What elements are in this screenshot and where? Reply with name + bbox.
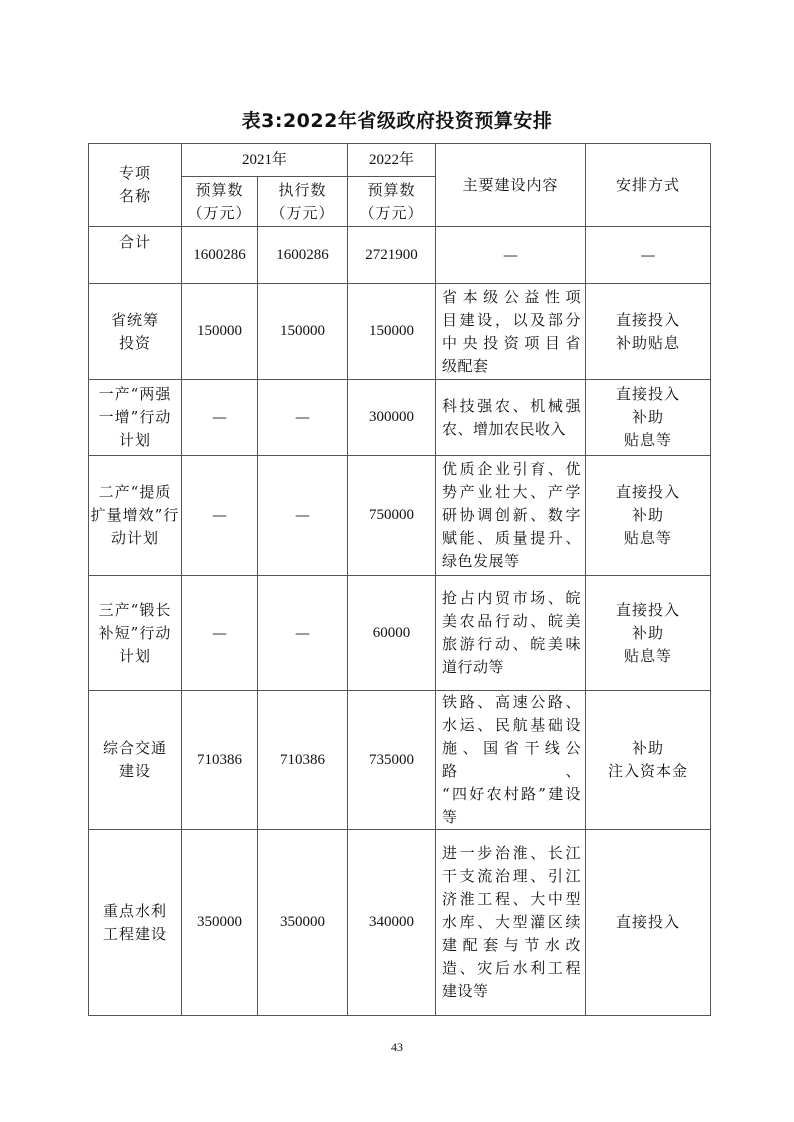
content-line: 科技强农、机械强 (442, 396, 582, 415)
row-exec-2021: 150000 (258, 284, 348, 380)
row-method: 补助 注入资本金 (586, 691, 711, 830)
content-line: 旅游行动、皖美味 (442, 635, 582, 653)
row-budget-2022: 60000 (348, 576, 436, 691)
row-content (436, 691, 586, 830)
row-project-name: 综合交通 建设 (89, 691, 182, 830)
content-line: 进一步治淮、长江 (442, 844, 582, 862)
header-exec-2021-label: 执行数 (278, 180, 327, 199)
row-budget-2021: — (182, 576, 258, 691)
content-line: 美农品行动、皖美 (442, 612, 582, 630)
row-content (436, 227, 586, 284)
content-line: 研协调创新、数字 (442, 506, 582, 524)
row-content (436, 830, 586, 1016)
header-budget-2021-label: 预算数 (195, 180, 244, 199)
content-line: 济淮工程、大中型 (442, 890, 582, 908)
header-year-2021: 2021年 (182, 144, 348, 177)
table-title: 表3:2022年省级政府投资预算安排 (241, 110, 553, 132)
row-content (436, 576, 586, 691)
header-budget-2021-unit: （万元） (187, 203, 252, 222)
content-line: 中央投资项目省 (442, 333, 582, 352)
row-exec-2021: 1600286 (258, 227, 348, 284)
budget-table (88, 143, 711, 1016)
content-line: 绿色发展等 (442, 552, 520, 570)
header-content: 主要建设内容 (436, 144, 586, 227)
row-budget-2021: 710386 (182, 691, 258, 830)
header-project-name: 专项 名称 (89, 144, 182, 227)
row-content (436, 380, 586, 456)
row-budget-2021: 1600286 (182, 227, 258, 284)
header-year-2022: 2022年 (348, 144, 436, 177)
content-line: 势产业壮大、产学 (442, 483, 582, 501)
content-line: 省本级公益性项 (442, 287, 582, 306)
content-line: 干支流治理、引江 (442, 867, 582, 885)
row-exec-2021: — (258, 576, 348, 691)
content-line: 优质企业引育、优 (442, 460, 582, 478)
table-row (89, 284, 711, 380)
row-budget-2021: 350000 (182, 830, 258, 1016)
header-exec-2021 (258, 177, 348, 227)
row-budget-2021: 150000 (182, 284, 258, 380)
row-method: 直接投入 补助 贴息等 (586, 456, 711, 576)
row-exec-2021: 350000 (258, 830, 348, 1016)
table-row (89, 456, 711, 576)
row-project-name: 省统筹 投资 (89, 284, 182, 380)
page-number: 43 (391, 1040, 403, 1054)
row-budget-2022: 2721900 (348, 227, 436, 284)
content-line: 水运、民航基础设 (442, 716, 582, 734)
row-content (436, 284, 586, 380)
table-row (89, 830, 711, 1016)
row-exec-2021: — (258, 456, 348, 576)
row-budget-2021: — (182, 456, 258, 576)
row-budget-2022: 300000 (348, 380, 436, 456)
content-line: 目建设，以及部分 (442, 310, 582, 329)
row-budget-2021: — (182, 380, 258, 456)
row-project-name: 重点水利 工程建设 (89, 830, 182, 1016)
row-budget-2022: 735000 (348, 691, 436, 830)
content-line: 施、国省干线公路、 (442, 739, 582, 780)
row-method: — (586, 227, 711, 284)
content-line: 级配套 (442, 356, 489, 375)
content-line: 造、灾后水利工程 (442, 959, 582, 977)
content-line: 农、增加农民收入 (442, 419, 567, 438)
table-row (89, 691, 711, 830)
row-budget-2022: 340000 (348, 830, 436, 1016)
header-method: 安排方式 (586, 144, 711, 227)
header-exec-2021-unit: （万元） (270, 203, 335, 222)
header-budget-2022 (348, 177, 436, 227)
row-project-name: 三产“锻长 补短”行动 计划 (89, 576, 182, 691)
row-method: 直接投入 补助贴息 (586, 284, 711, 380)
row-method: 直接投入 补助 贴息等 (586, 380, 711, 456)
content-line: “四好农村路”建设 (442, 785, 582, 803)
header-budget-2022-label: 预算数 (367, 180, 416, 199)
content-line: — (503, 245, 519, 264)
content-line: 等 (442, 808, 458, 826)
content-line: 道行动等 (442, 658, 505, 676)
row-content (436, 456, 586, 576)
row-budget-2022: 750000 (348, 456, 436, 576)
table-row (89, 380, 711, 456)
row-project-name: 二产“提质 扩量增效”行 动计划 (89, 456, 182, 576)
content-line: 赋能、质量提升、 (442, 529, 582, 547)
content-line: 建配套与节水改 (442, 936, 582, 954)
row-exec-2021: — (258, 380, 348, 456)
table-row (89, 576, 711, 691)
row-method: 直接投入 (586, 830, 711, 1016)
row-project-name: 一产“两强 一增”行动 计划 (89, 380, 182, 456)
content-line: 建设等 (442, 982, 489, 1000)
row-method: 直接投入 补助 贴息等 (586, 576, 711, 691)
row-budget-2022: 150000 (348, 284, 436, 380)
header-row-years (89, 144, 711, 177)
content-line: 水库、大型灌区续 (442, 913, 582, 931)
header-budget-2021 (182, 177, 258, 227)
table-row (89, 227, 711, 284)
content-line: 铁路、高速公路、 (442, 693, 582, 711)
content-line: 抢占内贸市场、皖 (442, 589, 582, 607)
row-project-name: 合计 (89, 227, 182, 284)
header-budget-2022-unit: （万元） (359, 203, 424, 222)
row-exec-2021: 710386 (258, 691, 348, 830)
